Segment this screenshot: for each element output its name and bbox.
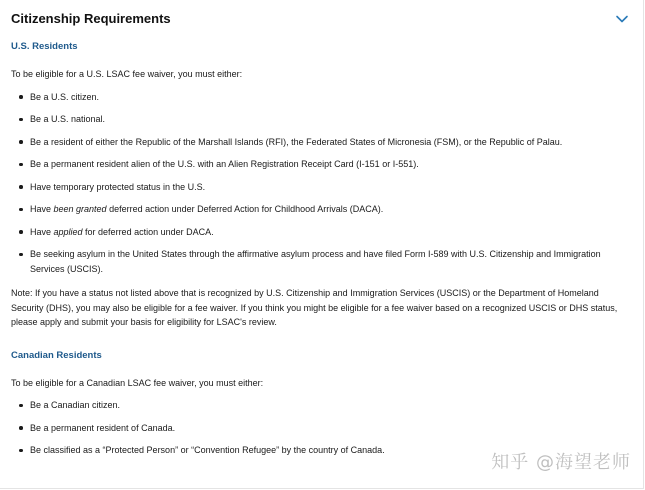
list-item: Be a resident of either the Republic of the Marshall Islands (RFI), the Federated States of Micronesia (FSM), or the Republic of Palau. — [11, 135, 623, 150]
list-item: Be a U.S. national. — [11, 112, 623, 127]
chevron-down-icon[interactable] — [615, 12, 629, 26]
list-item: Be a permanent resident alien of the U.S. with an Alien Registration Receipt Card (I-151 or I-551). — [11, 157, 623, 172]
list-item: Be seeking asylum in the United States through the affirmative asylum process and have filed Form I-589 with U.S. Citizenship and Immigration Services (USCIS). — [11, 247, 623, 276]
list-item: Be a U.S. citizen. — [11, 90, 623, 105]
list-item: Be a Canadian citizen. — [11, 398, 623, 413]
list-item: Have temporary protected status in the U.S. — [11, 180, 623, 195]
accordion-header[interactable] — [11, 10, 631, 30]
us-residents-heading: U.S. Residents — [11, 41, 78, 52]
list-item: Be classified as a “Protected Person” or “Convention Refugee” by the country of Canada. — [11, 443, 623, 458]
us-eligibility-note: Note: If you have a status not listed above that is recognized by U.S. Citizenship and Immigration Services (USCIS) or the Department of Homeland Security (DHS), you may also be eligible for a fee waiver. If you think you might be eligible for a fee waiver based on a recognized USCIS or DHS status, please apply and submit your basis for eligibility for LSAC's review. — [11, 288, 618, 327]
list-item: Have been granted deferred action under Deferred Action for Childhood Arrivals (DACA). — [11, 202, 623, 217]
us-intro: To be eligible for a U.S. LSAC fee waiver, you must either: — [11, 69, 243, 79]
canada-intro: To be eligible for a Canadian LSAC fee waiver, you must either: — [11, 377, 264, 388]
us-requirements-list — [11, 90, 623, 277]
watermark: 知乎 @海望老师 — [491, 452, 631, 473]
section-title: Citizenship Requirements — [11, 11, 171, 26]
canadian-residents-heading: Canadian Residents — [11, 349, 102, 361]
accordion-content — [11, 40, 623, 458]
list-item: Be a permanent resident of Canada. — [11, 421, 623, 436]
list-item: Have applied for deferred action under DACA. — [11, 225, 623, 240]
